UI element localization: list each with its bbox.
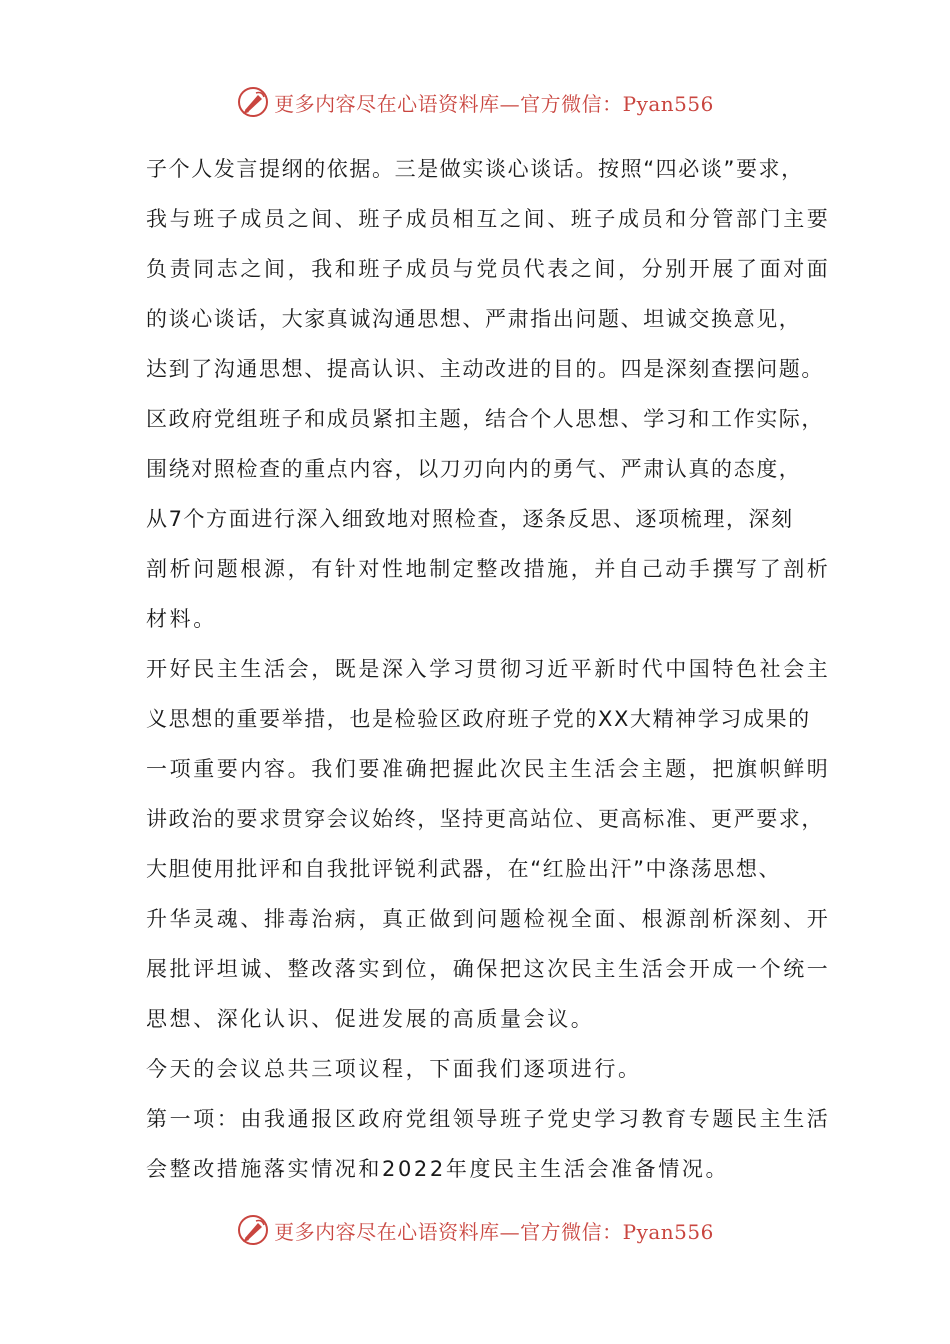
banner-text: 更多内容尽在心语资料库—官方微信：Pyan556 <box>274 1219 714 1244</box>
text-line: 围绕对照检查的重点内容，以刀刃向内的勇气、严肃认真的态度， <box>146 457 802 481</box>
text-line: 第一项：由我通报区政府党组领导班子党史学习教育专题民主生活 <box>146 1107 831 1131</box>
header-banner <box>0 82 950 122</box>
text-line: 我与班子成员之间、班子成员相互之间、班子成员和分管部门主要 <box>146 207 831 231</box>
text-line: 会整改措施落实情况和2022年度民主生活会准备情况。 <box>146 1157 730 1181</box>
text-line: 材料。 <box>146 607 217 631</box>
pen-nib-icon <box>236 1213 270 1247</box>
document-body <box>146 150 831 1200</box>
text-line: 剖析问题根源，有针对性地制定整改措施，并自己动手撰写了剖析 <box>146 557 831 581</box>
text-line: 一项重要内容。我们要准确把握此次民主生活会主题，把旗帜鲜明 <box>146 757 831 781</box>
text-line: 升华灵魂、排毒治病，真正做到问题检视全面、根源剖析深刻、开 <box>146 907 831 931</box>
paragraph <box>146 650 831 1050</box>
paragraph <box>146 150 831 650</box>
text-line: 从7个方面进行深入细致地对照检查，逐条反思、逐项梳理，深刻 <box>146 507 794 531</box>
text-line: 义思想的重要举措，也是检验区政府班子党的XX大精神学习成果的 <box>146 707 811 731</box>
text-line: 达到了沟通思想、提高认识、主动改进的目的。四是深刻查摆问题。 <box>146 357 824 381</box>
banner-text: 更多内容尽在心语资料库—官方微信：Pyan556 <box>274 91 714 116</box>
text-line: 的谈心谈话，大家真诚沟通思想、严肃指出问题、坦诚交换意见， <box>146 307 802 331</box>
text-line: 开好民主生活会，既是深入学习贯彻习近平新时代中国特色社会主 <box>146 657 831 681</box>
text-line: 今天的会议总共三项议程，下面我们逐项进行。 <box>146 1057 642 1081</box>
paragraph <box>146 1100 831 1200</box>
text-line: 大胆使用批评和自我批评锐利武器，在“红脸出汗”中涤荡思想、 <box>146 857 782 881</box>
text-line: 展批评坦诚、整改落实到位，确保把这次民主生活会开成一个统一 <box>146 957 831 981</box>
pen-nib-icon <box>236 85 270 119</box>
text-line: 思想、深化认识、促进发展的高质量会议。 <box>146 1007 595 1031</box>
text-line: 子个人发言提纲的依据。三是做实谈心谈话。按照“四必谈”要求， <box>146 157 804 181</box>
paragraph <box>146 1050 826 1100</box>
text-line: 讲政治的要求贯穿会议始终，坚持更高站位、更高标准、更严要求， <box>146 807 824 831</box>
text-line: 区政府党组班子和成员紧扣主题，结合个人思想、学习和工作实际， <box>146 407 824 431</box>
text-line: 负责同志之间，我和班子成员与党员代表之间，分别开展了面对面 <box>146 257 831 281</box>
footer-banner <box>0 1210 950 1250</box>
